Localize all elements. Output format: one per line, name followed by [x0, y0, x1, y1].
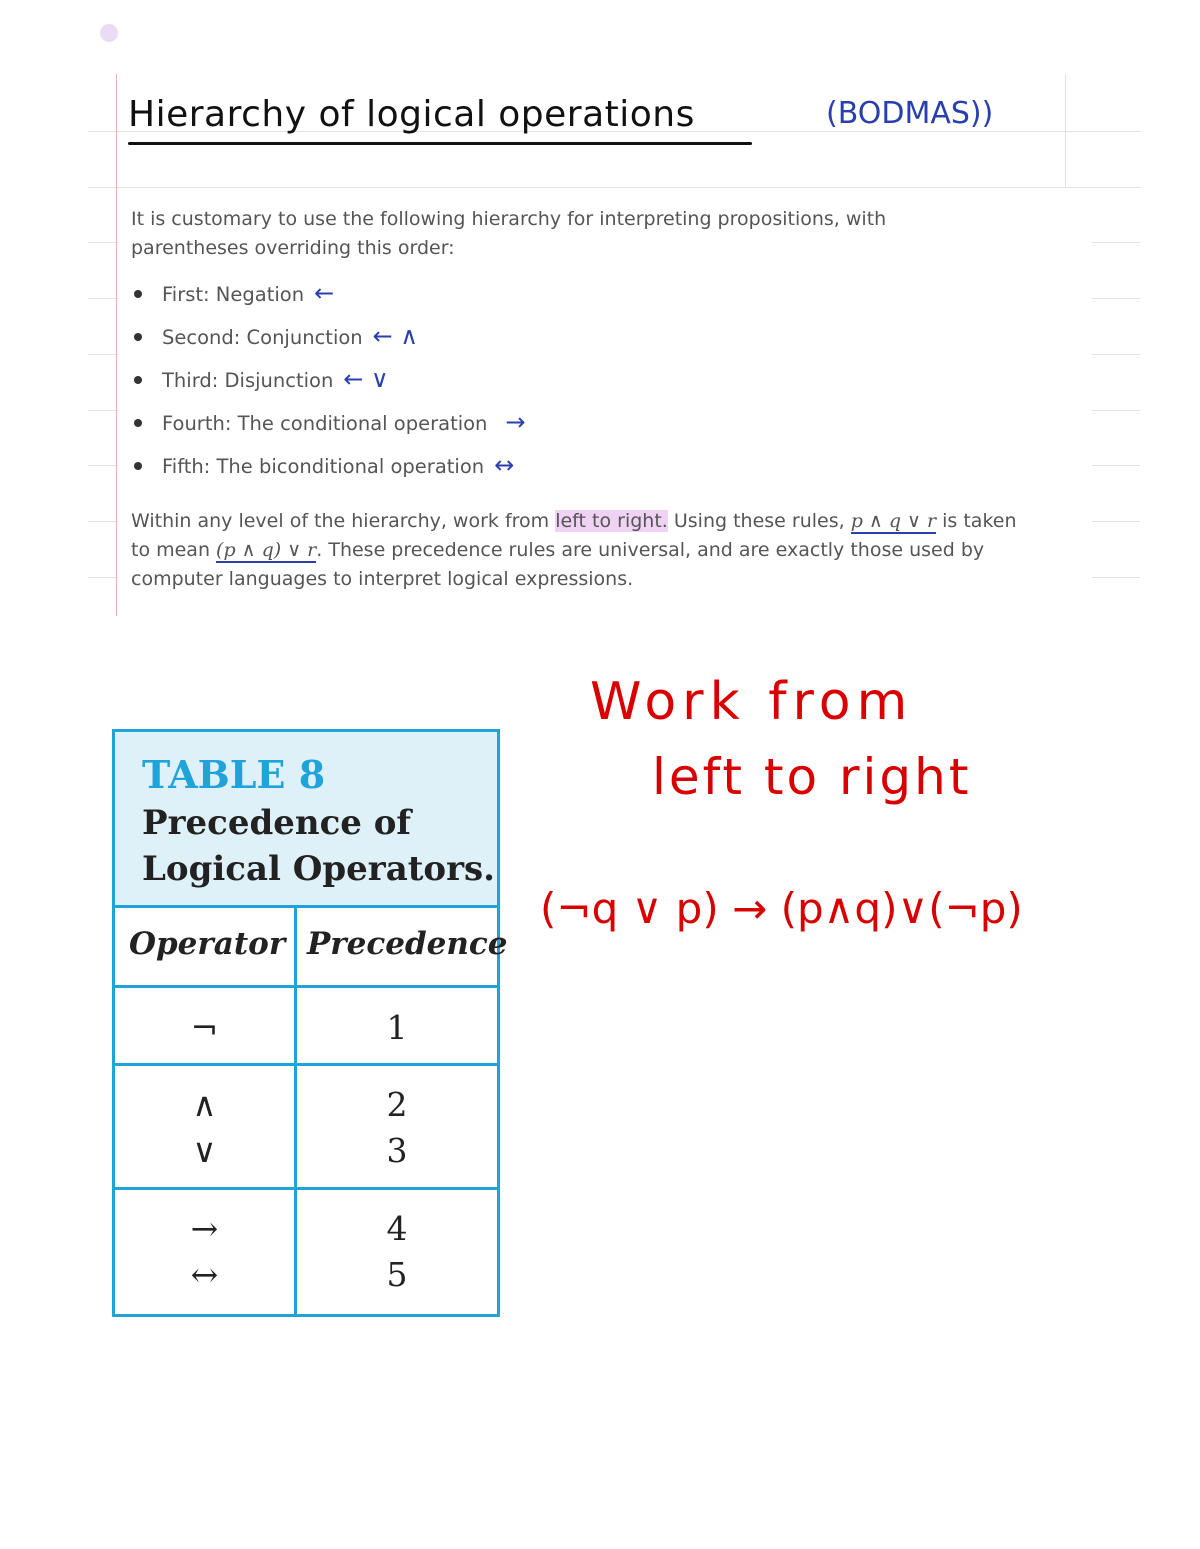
bullet-dot	[134, 290, 142, 298]
ruled-line	[1092, 465, 1140, 466]
operator-symbol: ↔	[190, 1255, 219, 1294]
precedence-value: 5	[386, 1255, 408, 1294]
list-item	[134, 408, 526, 436]
text-span: Using these rules,	[667, 510, 851, 532]
ruled-line	[88, 465, 118, 466]
list-item-text: Second: Conjunction	[162, 326, 363, 349]
lavender-dot-mark	[100, 24, 118, 42]
table-title-line: Logical Operators.	[142, 849, 495, 889]
precedence-value: 3	[386, 1131, 408, 1170]
header-precedence: Precedence	[307, 926, 508, 962]
arrow-annotation: →	[505, 408, 526, 436]
table-caption	[115, 732, 497, 908]
operator-symbol: ∧	[192, 1085, 217, 1124]
operator-cell	[115, 1005, 294, 1051]
rule-paragraph	[131, 507, 1071, 594]
header-operator: Operator	[129, 926, 286, 962]
list-item-text: Fourth: The conditional operation	[162, 412, 488, 435]
list-item-text: Fifth: The biconditional operation	[162, 455, 485, 478]
precedence-value: 4	[386, 1209, 408, 1248]
text-span: . These precedence rules are universal, and are exactly those used by	[316, 539, 985, 561]
precedence-value: 2	[386, 1085, 408, 1124]
list-item	[134, 365, 389, 393]
right-margin-line	[1065, 74, 1066, 188]
table-number: TABLE 8	[142, 752, 326, 797]
ruled-line	[88, 410, 118, 411]
intro-paragraph	[131, 205, 1031, 263]
precedence-table	[112, 729, 508, 1317]
precedence-cell	[297, 1206, 497, 1298]
ruled-line	[88, 354, 118, 355]
ruled-line	[88, 521, 118, 522]
table-title-line: Precedence of	[142, 803, 412, 843]
intro-line: parentheses overriding this order:	[131, 237, 455, 259]
row-divider	[115, 1063, 497, 1066]
precedence-cell	[297, 1082, 497, 1174]
highlighted-phrase: left to right.	[555, 510, 668, 532]
ruled-line	[88, 298, 118, 299]
heading-underline	[128, 142, 752, 145]
bullet-dot	[134, 376, 142, 384]
ruled-line	[1092, 354, 1140, 355]
ruled-line	[1092, 410, 1140, 411]
operator-symbol: ¬	[190, 1008, 219, 1047]
ruled-line	[88, 577, 118, 578]
arrow-annotation: ← ∨	[343, 365, 389, 393]
intro-line: It is customary to use the following hierarchy for interpreting propositions, with	[131, 208, 887, 230]
ruled-line	[88, 242, 118, 243]
list-item	[134, 322, 418, 350]
ruled-line	[1092, 242, 1140, 243]
text-span: Within any level of the hierarchy, work from	[131, 510, 556, 532]
arrow-annotation: ← ∧	[372, 322, 418, 350]
handwritten-note-line: Work from	[590, 672, 914, 732]
list-item-text: Third: Disjunction	[162, 369, 334, 392]
operator-cell	[115, 1082, 294, 1174]
ruled-line	[88, 187, 1140, 188]
list-item-text: First: Negation	[162, 283, 305, 306]
operator-symbol: ∨	[192, 1131, 217, 1170]
ruled-line	[1092, 577, 1140, 578]
ruled-line	[1092, 521, 1140, 522]
list-item	[134, 279, 334, 307]
rule-line	[131, 536, 1071, 565]
bodmas-note: (BODMAS))	[826, 96, 994, 131]
bullet-dot	[134, 333, 142, 341]
arrow-annotation: ↔	[494, 451, 515, 479]
row-divider	[115, 985, 497, 988]
text-span: to mean	[131, 539, 217, 561]
precedence-cell	[297, 1005, 497, 1051]
operator-symbol: →	[190, 1209, 219, 1248]
page-heading: Hierarchy of logical operations	[128, 94, 695, 135]
rule-line: computer languages to interpret logical expressions.	[131, 568, 634, 590]
precedence-value: 1	[386, 1008, 408, 1047]
handwritten-note-line: left to right	[652, 748, 972, 806]
margin-line	[116, 74, 117, 616]
arrow-annotation: ←	[314, 279, 335, 307]
row-divider	[115, 1187, 497, 1190]
table-title	[142, 800, 495, 892]
expression-ungrouped: p ∧ q ∨ r	[850, 510, 937, 532]
handwritten-example: (¬q ∨ p) → (p∧q)∨(¬p)	[540, 884, 1023, 933]
text-span: is taken	[936, 510, 1017, 532]
expression-grouped: (p ∧ q) ∨ r	[216, 539, 317, 561]
bullet-dot	[134, 462, 142, 470]
list-item	[134, 451, 514, 479]
rule-line	[131, 507, 1071, 536]
bullet-dot	[134, 419, 142, 427]
operator-cell	[115, 1206, 294, 1298]
ruled-line	[1092, 298, 1140, 299]
